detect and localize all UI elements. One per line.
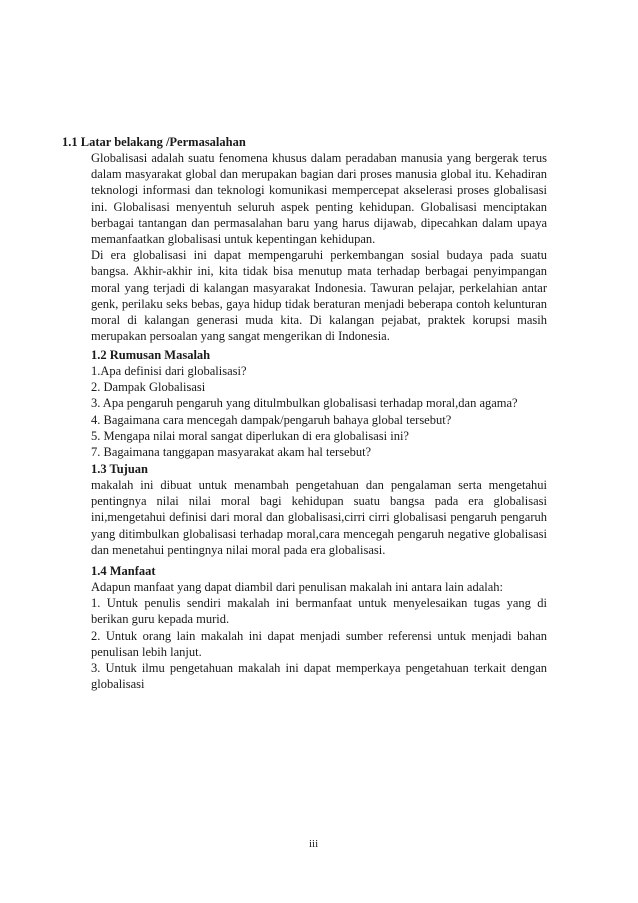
section-heading-latar-belakang: 1.1 Latar belakang /Permasalahan <box>62 135 246 149</box>
paragraph: makalah ini dibuat untuk menambah pengetahuan dan pengalaman serta mengetahui pentingnya nilai nilai moral bagi kehidupan suatu bangsa pada era globalisasi ini,mengetahui definisi dari moral dan globalisasi,cirri cirri globalisasi pengaruh pengaruh yang ditimbulkan globalisasi terhadap moral,cara mencegah pengaruh negative globalisasi dan menetahui pentingnya nilai moral pada era globalisasi. <box>91 478 547 557</box>
paragraph: 1. Untuk penulis sendiri makalah ini bermanfaat untuk menyelesaikan tugas yang di berikan guru kepada murid. <box>91 596 547 627</box>
section-heading-tujuan: 1.3 Tujuan <box>91 462 148 476</box>
paragraph: Di era globalisasi ini dapat mempengaruhi perkembangan sosial budaya pada suatu bangsa. Akhir-akhir ini, kita tidak bisa menutup mata terhadap berbagai penyimpangan moral yang terjadi di kalangan masyarakat Indonesia. Tawuran pelajar, perkelahian antar genk, perilaku seks bebas, gaya hidup tidak beraturan menjadi beberapa contoh kelunturan moral di kalangan generasi muda kita. Di kalangan pejabat, praktek korupsi masih merupakan persoalan yang sangat mengerikan di Indonesia. <box>91 248 547 344</box>
paragraph: 2. Untuk orang lain makalah ini dapat menjadi sumber referensi untuk menjadi bahan penulisan lebih lanjut. <box>91 628 547 659</box>
list-item: 3. Apa pengaruh pengaruh yang ditulmbulkan globalisasi terhadap moral,dan agama? <box>91 396 518 411</box>
section-heading-manfaat: 1.4 Manfaat <box>91 564 156 578</box>
list-item: 4. Bagaimana cara mencegah dampak/pengaruh bahaya global tersebut? <box>91 412 452 427</box>
paragraph: 3. Untuk ilmu pengetahuan makalah ini dapat memperkaya pengetahuan terkait dengan globalisasi <box>91 661 547 692</box>
question-list <box>91 363 518 460</box>
section-body-tujuan <box>91 477 547 558</box>
paragraph: Globalisasi adalah suatu fenomena khusus dalam peradaban manusia yang bergerak terus dalam masyarakat global dan merupakan bagian dari proses manusia global itu. Kehadiran teknologi informasi dan teknologi komunikasi mempercepat akselerasi proses globalisasi ini. Globalisasi menyentuh seluruh aspek penting kehidupan. Globalisasi menciptakan berbagai tantangan dan permasalahan baru yang harus dijawab, dipecahkan dalam upaya memanfaatkan globalisasi untuk kepentingan kehidupan. <box>91 151 547 247</box>
list-item: 2. Dampak Globalisasi <box>91 380 206 395</box>
list-item: 5. Mengapa nilai moral sangat diperlukan di era globalisasi ini? <box>91 428 409 443</box>
section-body-manfaat <box>91 579 547 692</box>
list-item: 1.Apa definisi dari globalisasi? <box>91 364 247 378</box>
section-heading-rumusan-masalah: 1.2 Rumusan Masalah <box>91 348 211 362</box>
section-body-latar-belakang <box>91 150 547 344</box>
list-item: 7. Bagaimana tanggapan masyarakat akam hal tersebut? <box>91 445 372 460</box>
paragraph: Adapun manfaat yang dapat diambil dari penulisan makalah ini antara lain adalah: <box>91 580 503 594</box>
page-number: iii <box>309 838 319 850</box>
